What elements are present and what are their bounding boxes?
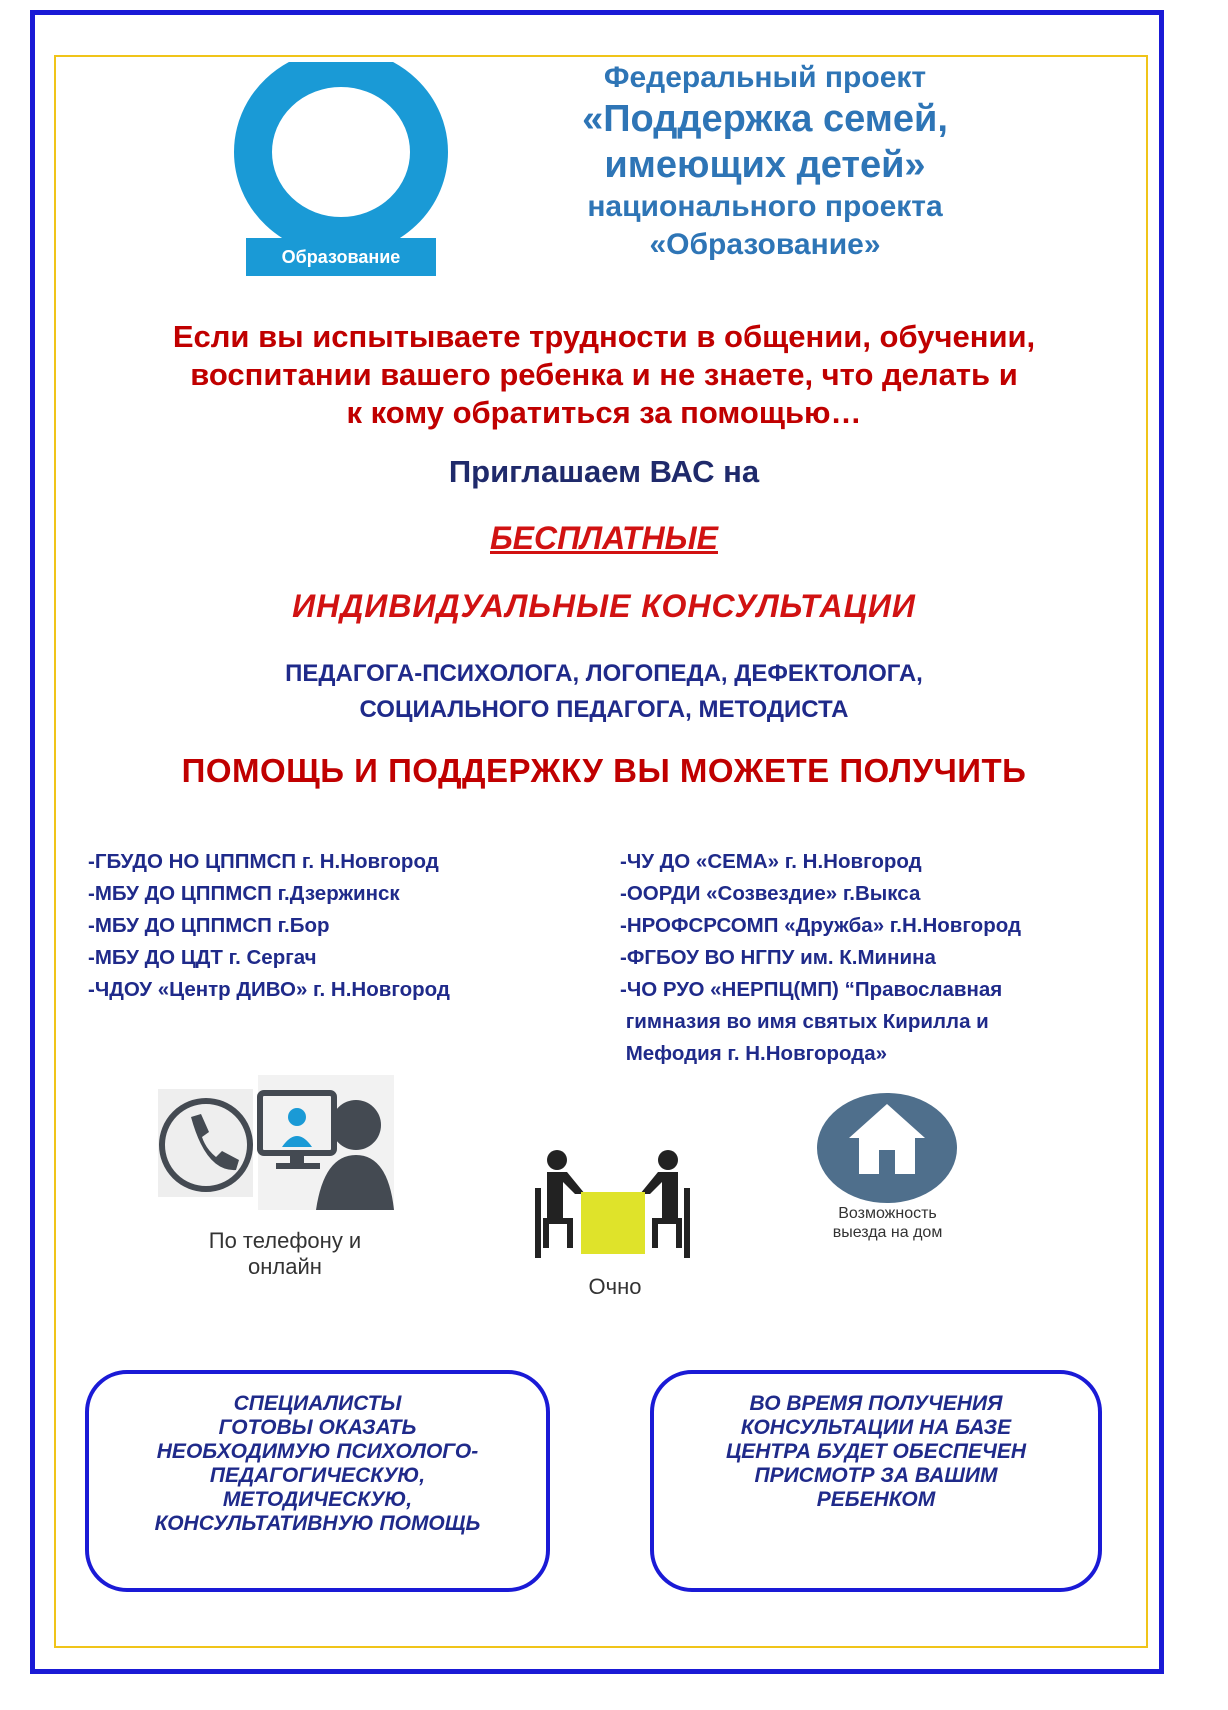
org-item: -ЧУ ДО «СЕМА» г. Н.Новгород	[620, 850, 922, 873]
org-item: -ООРДИ «Созвездие» г.Выкса	[620, 882, 921, 905]
box-line: НЕОБХОДИМУЮ ПСИХОЛОГО-	[156, 1440, 479, 1463]
federal-line: Федеральный проект	[603, 61, 927, 94]
org-item: -ЧО РУО «НЕРПЦ(МП) “Православная	[620, 978, 1003, 1001]
orgs-right-list	[620, 846, 1021, 1070]
intro-line: воспитании вашего ребенка и не знаете, что делать и	[190, 357, 1018, 392]
org-item: -ЧДОУ «Центр ДИВО» г. Н.Новгород	[88, 978, 450, 1001]
obrazovanie-logo	[228, 62, 454, 280]
specialists-list	[80, 656, 1128, 728]
specialists-line: СОЦИАЛЬНОГО ПЕДАГОГА, МЕТОДИСТА	[359, 696, 849, 723]
caption-line: выезда на дом	[832, 1224, 943, 1241]
free-text: БЕСПЛАТНЫЕ	[490, 520, 718, 556]
box-line: МЕТОДИЧЕСКУЮ,	[222, 1488, 413, 1511]
box-line: ВО ВРЕМЯ ПОЛУЧЕНИЯ	[749, 1392, 1003, 1415]
in-person-caption: Очно	[588, 1274, 642, 1299]
org-item: -НРОФСРСОМП «Дружба» г.Н.Новгород	[620, 914, 1021, 937]
free-heading	[80, 520, 1128, 557]
orgs-left-list	[88, 846, 450, 1006]
specialists-line: ПЕДАГОГА-ПСИХОЛОГА, ЛОГОПЕДА, ДЕФЕКТОЛОГА,	[285, 660, 923, 687]
help-heading: ПОМОЩЬ И ПОДДЕРЖКУ ВЫ МОЖЕТЕ ПОЛУЧИТЬ	[181, 752, 1027, 789]
box-line: РЕБЕНКОМ	[816, 1488, 936, 1511]
child-care-box	[650, 1370, 1102, 1592]
box-line: СПЕЦИАЛИСТЫ	[233, 1392, 402, 1415]
table-icon	[581, 1192, 645, 1254]
logo-label: Образование	[281, 247, 401, 267]
federal-line: «Образование»	[649, 228, 881, 261]
caption-line: По телефону и	[208, 1228, 362, 1253]
federal-line: «Поддержка семей,	[582, 98, 948, 140]
home-visit-illustration	[815, 1092, 960, 1242]
caption-line: Возможность	[838, 1205, 937, 1222]
org-item: -МБУ ДО ЦППМСП г.Дзержинск	[88, 882, 400, 905]
org-item: -МБУ ДО ЦППМСП г.Бор	[88, 914, 330, 937]
org-item: гимназия во имя святых Кирилла и	[620, 1010, 989, 1033]
in-person-illustration	[535, 1148, 690, 1266]
phone-online-caption	[170, 1228, 400, 1280]
intro-text	[80, 318, 1128, 432]
individual-consultations-heading: ИНДИВИДУАЛЬНЫЕ КОНСУЛЬТАЦИИ	[292, 588, 916, 624]
box-line: ЦЕНТРА БУДЕТ ОБЕСПЕЧЕН	[725, 1440, 1027, 1463]
box-line: ПЕДАГОГИЧЕСКУЮ,	[209, 1464, 426, 1487]
org-item: -МБУ ДО ЦДТ г. Сергач	[88, 946, 317, 969]
invite-heading: Приглашаем ВАС на	[448, 454, 760, 489]
org-item: -ФГБОУ ВО НГПУ им. К.Минина	[620, 946, 936, 969]
federal-line: национального проекта	[587, 190, 943, 223]
intro-line: к кому обратиться за помощью…	[346, 395, 862, 430]
phone-bg	[158, 1089, 253, 1197]
caption-line: онлайн	[248, 1254, 322, 1279]
box-line: КОНСУЛЬТАТИВНУЮ ПОМОЩЬ	[154, 1512, 481, 1535]
box-line: ПРИСМОТР ЗА ВАШИМ	[754, 1464, 998, 1487]
person-left-icon	[535, 1150, 585, 1258]
person-right-icon	[640, 1150, 690, 1258]
org-item: -ГБУДО НО ЦППМСП г. Н.Новгород	[88, 850, 439, 873]
federal-line: имеющих детей»	[604, 144, 926, 186]
box-line: ГОТОВЫ ОКАЗАТЬ	[218, 1416, 417, 1439]
federal-project-title	[495, 60, 1035, 264]
phone-online-illustration	[158, 1075, 394, 1210]
home-visit-caption	[815, 1204, 960, 1242]
box-line: КОНСУЛЬТАЦИИ НА БАЗЕ	[740, 1416, 1012, 1439]
org-item: Мефодия г. Н.Новгорода»	[620, 1042, 888, 1065]
specialists-ready-box	[85, 1370, 550, 1592]
intro-line: Если вы испытываете трудности в общении, обучении,	[172, 319, 1036, 354]
